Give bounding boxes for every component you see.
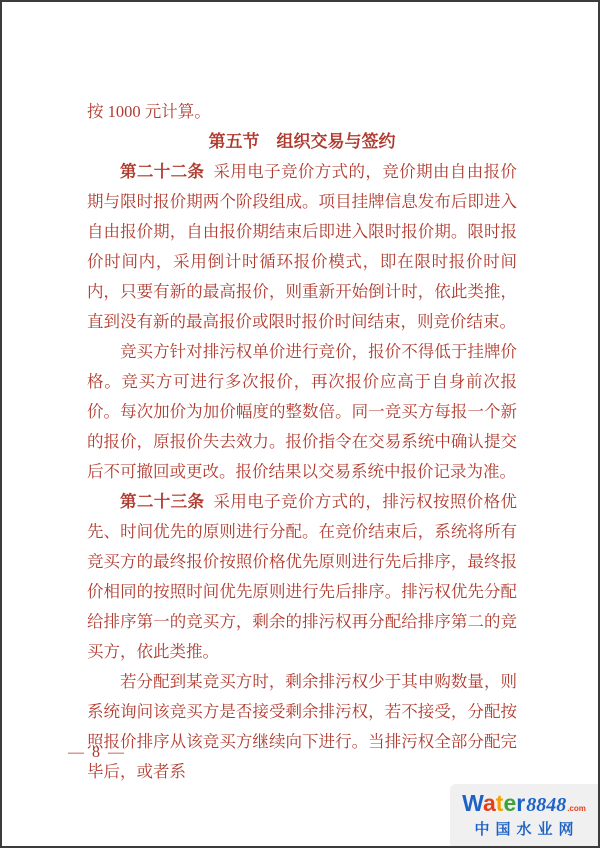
paragraph-article-23 (87, 487, 517, 667)
brand-number: 8848 (526, 793, 567, 816)
paragraph-article-22 (87, 157, 517, 337)
section-heading: 第五节 组织交易与签约 (208, 132, 396, 151)
allocation-text: 若分配到某竞买方时，剩余排污权少于其申购数量，则系统询问该竞买方是否接受剩余排污权，若不接受，分配按照报价排序从该竞买方继续向下进行。当排污权全部分配完毕后，或者系 (87, 672, 517, 781)
continuation-line: 按 1000 元计算。 (87, 102, 211, 121)
brand-word-water (462, 789, 526, 816)
document-body (87, 97, 517, 787)
brand-letter: e (503, 789, 517, 816)
brand-letter: r (516, 789, 526, 816)
brand-tld: .com (567, 803, 586, 813)
brand-letter: a (482, 789, 496, 816)
paragraph-bidding-rules (87, 337, 517, 487)
bidding-rules-text: 竞买方针对排污权单价进行竞价，报价不得低于挂牌价格。竞买方可进行多次报价，再次报价应高于自身前次报价。每次加价为加价幅度的整数倍。同一竞买方每报一个新的报价，原报价失去效力。报价指令在交易系统中确认提交后不可撤回或更改。报价结果以交易系统中报价记录为准。 (87, 342, 517, 481)
page-number: — 8 — (68, 744, 126, 761)
brand-line (462, 789, 586, 816)
brand-letter: W (462, 789, 483, 816)
article-22-text: 采用电子竞价方式的，竞价期由自由报价期与限时报价期两个阶段组成。项目挂牌信息发布后即进入自由报价期，自由报价期结束后即进入限时报价期。限时报价时间内，采用倒计时循环报价模式，即在限时报价时间内，只要有新的最高报价，则重新开始倒计时，依此类推，直到没有新的最高报价或限时报价时间结束，则竞价结束。 (87, 162, 518, 331)
brand-letter: t (495, 789, 504, 816)
article-23-label: 第二十三条 (120, 492, 205, 511)
brand-subtitle: 中国水业网 (474, 820, 580, 838)
paragraph-allocation (87, 667, 517, 787)
water8848-watermark (450, 784, 598, 846)
article-23-text: 采用电子竞价方式的，排污权按照价格优先、时间优先的原则进行分配。在竞价结束后，系统将所有竞买方的最终报价按照价格优先原则进行先后排序，最终报价相同的按照时间优先原则进行先后排序。排污权优先分配给排序第一的竞买方，剩余的排污权再分配给排序第二的竞买方，依此类推。 (87, 492, 518, 661)
article-22-label: 第二十二条 (120, 162, 205, 181)
